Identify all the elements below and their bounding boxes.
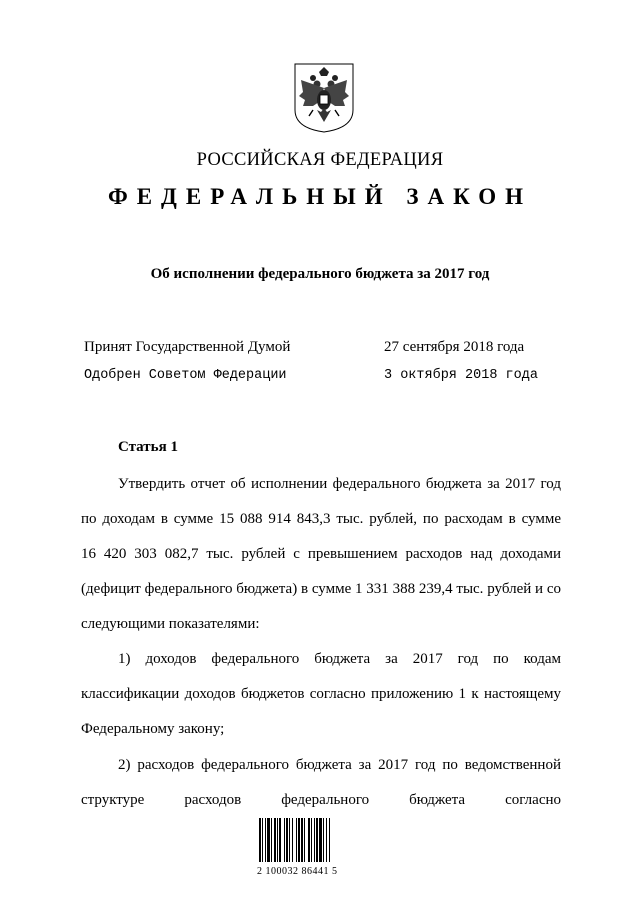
article-heading: Статья 1 — [118, 439, 178, 455]
country-name: РОССИЙСКАЯ ФЕДЕРАЦИЯ — [196, 150, 444, 170]
duma-adoption-date: 27 сентября 2018 года — [384, 339, 525, 355]
article-line: по доходам в сумме 15 088 914 843,3 тыс. рублей, по расходам в сумме — [81, 511, 561, 527]
barcode-icon — [257, 818, 353, 862]
coat-of-arms-icon — [291, 62, 357, 134]
article-line: следующими показателями: — [81, 616, 260, 632]
article-line: классификации доходов бюджетов согласно приложению 1 к настоящему — [81, 686, 561, 702]
article-line: 1) доходов федерального бюджета за 2017 год по кодам — [118, 651, 561, 667]
article-line: 16 420 303 082,7 тыс. рублей с превышением расходов над доходами — [81, 546, 561, 562]
article-line: структуре расходов федерального бюджета согласно — [81, 792, 561, 808]
article-line: 2) расходов федерального бюджета за 2017 год по ведомственной — [118, 757, 561, 773]
law-type: ФЕДЕРАЛЬНЫЙ ЗАКОН — [107, 184, 533, 209]
article-line: Утвердить отчет об исполнении федерального бюджета за 2017 год — [118, 476, 561, 492]
council-approval-label: Одобрен Советом Федерации — [84, 368, 287, 383]
council-approval-date: 3 октября 2018 года — [384, 368, 538, 383]
barcode-number: 2 100032 86441 5 — [257, 866, 338, 877]
article-line: Федеральному закону; — [81, 721, 225, 737]
law-title: Об исполнении федерального бюджета за 2017 год — [150, 266, 490, 282]
article-line: (дефицит федерального бюджета) в сумме 1 331 388 239,4 тыс. рублей и со — [81, 581, 561, 597]
duma-adoption-label: Принят Государственной Думой — [84, 339, 291, 355]
